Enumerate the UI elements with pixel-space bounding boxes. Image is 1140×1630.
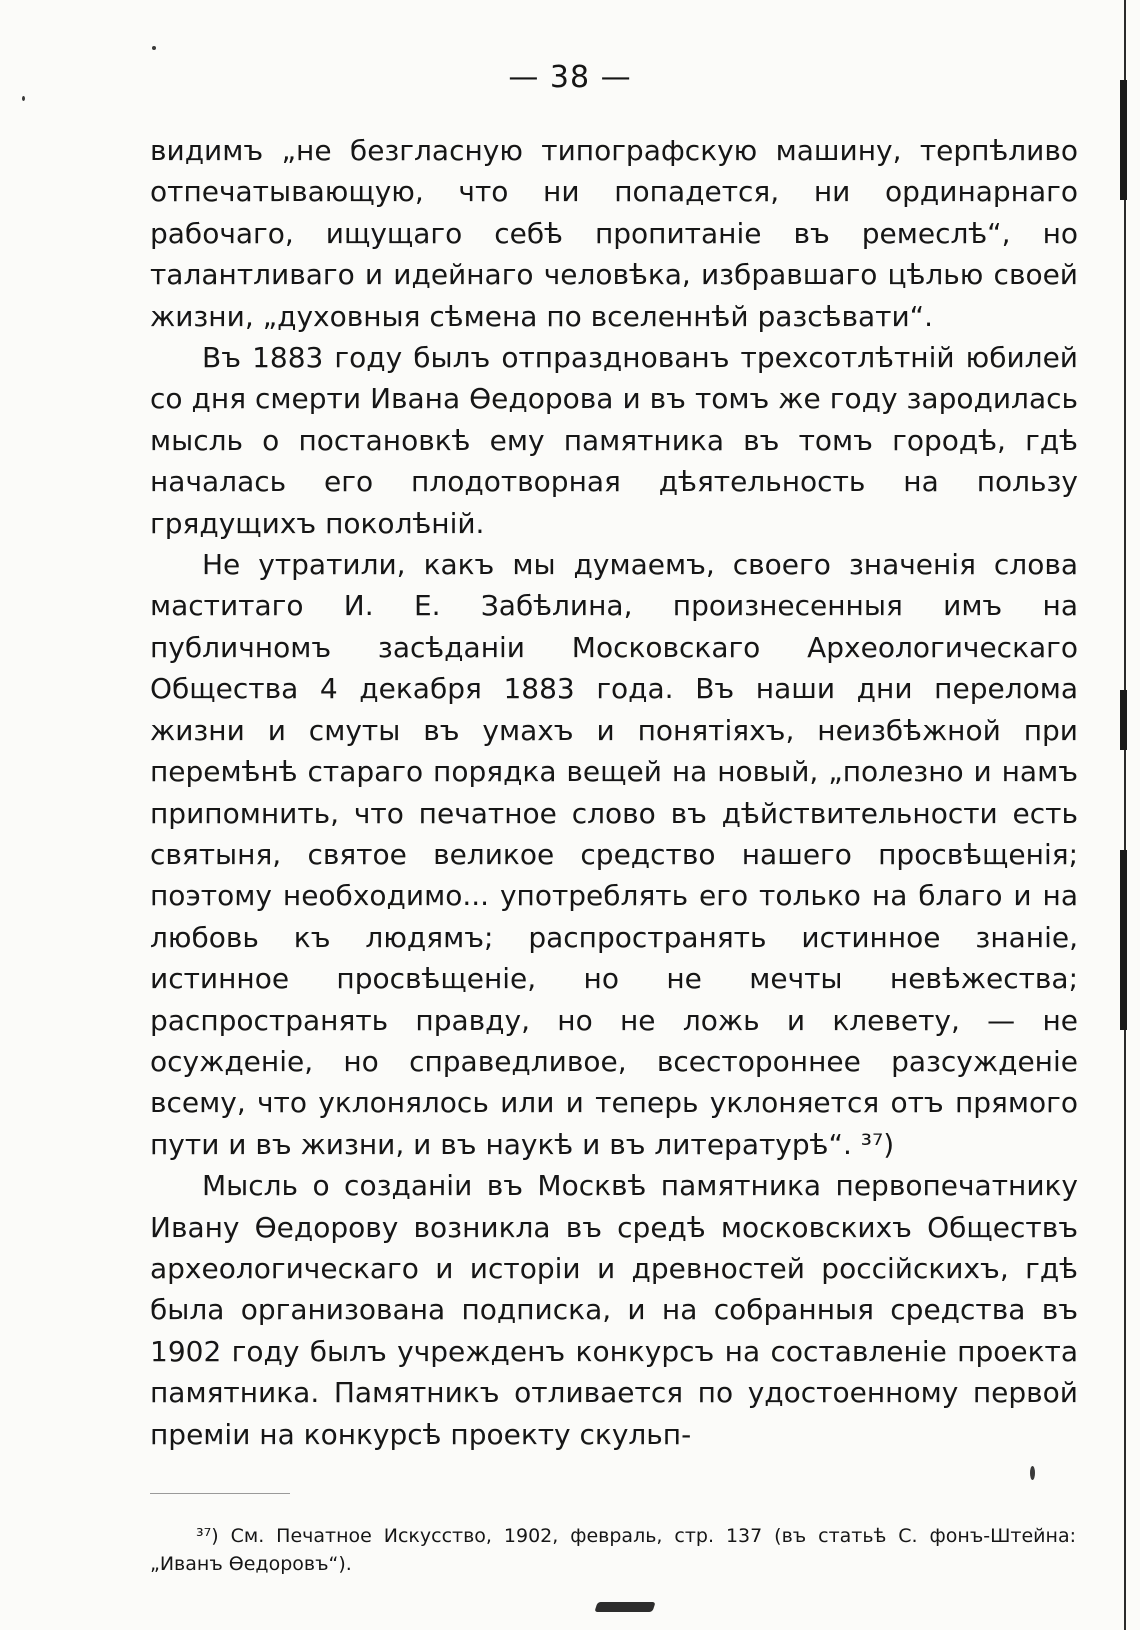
paragraph: видимъ „не безгласную типографскую машину, терпѣливо отпечатывающую, что ни попадется, ни ординарнаго рабочаго, ищущаго себѣ пропитаніе въ ремеслѣ“, но талантливаго и идейнаго человѣка, избравшаго цѣлью своей жизни, „духовныя сѣмена по вселеннѣй разсѣвати“. [150, 134, 1078, 333]
edge-mark [1120, 690, 1127, 750]
body-text [150, 130, 1078, 1455]
edge-mark [1120, 80, 1127, 200]
paragraph: Мысль о созданіи въ Москвѣ памятника первопечатнику Ивану Ѳедорову возникла въ средѣ московскихъ Обществъ археологическаго и исторіи и древностей россійскихъ, гдѣ была организована подписка, и на собранныя средства въ 1902 году былъ учрежденъ конкурсъ на составленіе проекта памятника. Памятникъ отливается по удостоенному первой преміи на конкурсѣ проекту скульп- [150, 1169, 1078, 1451]
page-edge-line [1124, 0, 1136, 1630]
ornament-mark [594, 1602, 655, 1612]
paragraph: Въ 1883 году былъ отпразднованъ трехсотлѣтній юбилей со дня смерти Ивана Ѳедорова и въ томъ же году зародилась мысль о постановкѣ ему памятника въ томъ городѣ, гдѣ началась его плодотворная дѣятельность на пользу грядущихъ поколѣній. [150, 341, 1078, 540]
footnote: ³⁷) См. Печатное Искусство, 1902, февраль, стр. 137 (въ статьѣ С. фонъ-Штейна: „Иванъ Ѳедоровъ“). [150, 1525, 1076, 1575]
speck [22, 96, 25, 101]
footnote-separator [150, 1493, 290, 1494]
speck [152, 46, 156, 50]
edge-mark [1120, 850, 1127, 1030]
speck [1030, 1466, 1035, 1480]
page-number: — 38 — [508, 60, 632, 95]
paragraph: Не утратили, какъ мы думаемъ, своего значенія слова маститаго И. Е. Забѣлина, произнесенныя имъ на публичномъ засѣданіи Московскаго Археологическаго Общества 4 декабря 1883 года. Въ наши дни перелома жизни и смуты въ умахъ и понятіяхъ, неизбѣжной при перемѣнѣ стараго порядка вещей на новый, „полезно и намъ припомнить, что печатное слово въ дѣйствительности есть святыня, святое великое средство нашего просвѣщенія; поэтому необходимо... употреблять его только на благо и на любовь къ людямъ; распространять истинное знаніе, истинное просвѣщеніе, но не мечты невѣжества; распространять правду, но не ложь и клевету, — не осужденіе, но справедливое, всестороннее разсужденіе всему, что уклонялось или и теперь уклоняется отъ прямого пути и въ жизни, и въ наукѣ и въ литературѣ“. ³⁷) [150, 548, 1078, 1161]
